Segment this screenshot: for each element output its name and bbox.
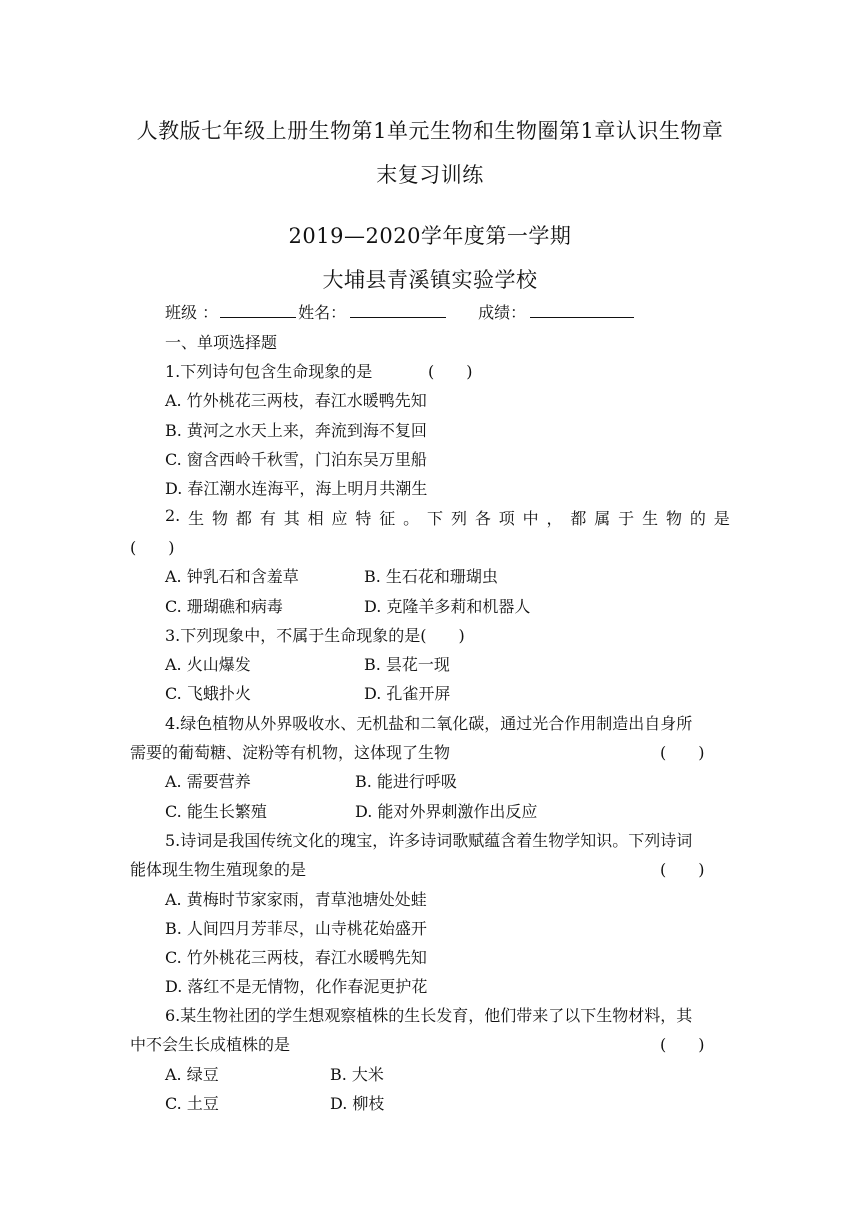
question-1-stem: 1.下列诗句包含生命现象的是 [165,362,373,381]
class-label: 班级 ： [165,303,219,322]
question-5-option-a[interactable]: A. 黄梅时节家家雨，青草池塘处处蛙 [165,890,427,909]
question-5-option-b[interactable]: B. 人间四月芳菲尽，山寺桃花始盛开 [165,919,427,938]
question-4-stem-cont: 需要的葡萄糖、淀粉等有机物，这体现了生物 [130,743,451,762]
question-1-option-c[interactable]: C. 窗含西岭千秋雪，门泊东吴万里船 [165,450,427,469]
question-6-option-d[interactable]: D. 柳枝 [330,1094,385,1113]
question-2-stem-char: 项 [498,509,515,528]
question-2-stem-char: 下 [427,509,444,528]
question-3-stem: 3.下列现象中，不属于生命现象的是( ) [165,626,465,645]
question-2-stem-char: 都 [570,509,587,528]
question-2-stem-char: 特 [355,509,372,528]
question-2-stem-char: 物 [665,509,682,528]
school-year: 2019—2020学年度第一学期 [288,224,572,248]
question-3-option-d[interactable]: D. 孔雀开屏 [364,684,451,703]
question-1-option-d[interactable]: D. 春江潮水连海平，海上明月共潮生 [165,479,428,498]
question-1-option-b[interactable]: B. 黄河之水天上来，奔流到海不复回 [165,421,427,440]
question-2-stem-char: 2. [165,506,181,525]
question-2-stem-char: 相 [307,509,324,528]
question-6-option-b[interactable]: B. 大米 [330,1065,384,1084]
question-2-stem [165,506,730,529]
question-5-answer-paren[interactable]: ( ) [660,860,705,879]
question-2-stem-char: 属 [594,509,611,528]
document-title-line1: 人教版七年级上册生物第1单元生物和生物圈第1章认识生物章 [136,119,724,143]
question-2-stem-char: 生 [642,509,659,528]
score-field[interactable] [530,302,634,318]
question-5-option-c[interactable]: C. 竹外桃花三两枝，春江水暖鸭先知 [165,948,427,967]
question-2-option-d[interactable]: D. 克隆羊多莉和机器人 [364,597,531,616]
section-heading: 一、单项选择题 [165,333,278,352]
question-1-answer-paren[interactable]: ( ) [428,362,473,381]
question-4-option-b[interactable]: B. 能进行呼吸 [355,772,457,791]
question-3-option-a[interactable]: A. 火山爆发 [165,655,251,674]
question-2-stem-char: 各 [474,509,491,528]
question-2-stem-char: 中 [522,509,539,528]
question-2-stem-char: 征 [379,509,396,528]
question-5-stem: 5.诗词是我国传统文化的瑰宝，许多诗词歌赋蕴含着生物学知识。下列诗词 [165,831,693,850]
question-2-stem-char: 应 [331,509,348,528]
question-6-stem: 6.某生物社团的学生想观察植株的生长发育，他们带来了以下生物材料，其 [165,1006,693,1025]
class-field[interactable] [220,302,296,318]
question-2-answer-paren[interactable]: ( ) [130,538,175,557]
question-2-option-b[interactable]: B. 生石花和珊瑚虫 [364,567,498,586]
name-field[interactable] [350,302,446,318]
question-2-stem-char: ， [546,509,563,528]
question-6-stem-cont: 中不会生长成植株的是 [130,1035,291,1054]
question-3-option-b[interactable]: B. 昙花一现 [364,655,450,674]
student-info-row [165,300,636,323]
question-2-option-a[interactable]: A. 钟乳石和含羞草 [165,567,299,586]
question-2-stem-char: 是 [713,509,730,528]
question-4-answer-paren[interactable]: ( ) [660,743,705,762]
name-label: 姓名： [298,303,347,322]
question-4-option-d[interactable]: D. 能对外界刺激作出反应 [355,802,538,821]
question-2-stem-char: 有 [259,509,276,528]
question-2-stem-char: 于 [618,509,635,528]
question-4-option-c[interactable]: C. 能生长繁殖 [165,802,267,821]
question-2-stem-char: 生 [188,509,205,528]
question-6-option-a[interactable]: A. 绿豆 [165,1065,219,1084]
question-2-stem-char: 。 [403,509,420,528]
question-2-stem-char: 其 [283,509,300,528]
question-6-answer-paren[interactable]: ( ) [660,1035,705,1054]
question-4-option-a[interactable]: A. 需要营养 [165,772,251,791]
question-4-stem: 4.绿色植物从外界吸收水、无机盐和二氧化碳，通过光合作用制造出自身所 [165,714,693,733]
school-name: 大埔县青溪镇实验学校 [322,268,538,292]
document-title-line2: 末复习训练 [376,163,484,187]
question-1-option-a[interactable]: A. 竹外桃花三两枝，春江水暖鸭先知 [165,391,427,410]
question-5-option-d[interactable]: D. 落红不是无情物，化作春泥更护花 [165,977,428,996]
question-2-stem-char: 都 [235,509,252,528]
question-6-option-c[interactable]: C. 土豆 [165,1094,219,1113]
question-3-option-c[interactable]: C. 飞蛾扑火 [165,684,251,703]
question-2-stem-char: 列 [450,509,467,528]
question-2-option-c[interactable]: C. 珊瑚礁和病毒 [165,597,283,616]
question-2-stem-char: 的 [689,509,706,528]
question-5-stem-cont: 能体现生物生殖现象的是 [130,860,307,879]
score-label: 成绩： [478,303,527,322]
question-2-stem-char: 物 [212,509,229,528]
